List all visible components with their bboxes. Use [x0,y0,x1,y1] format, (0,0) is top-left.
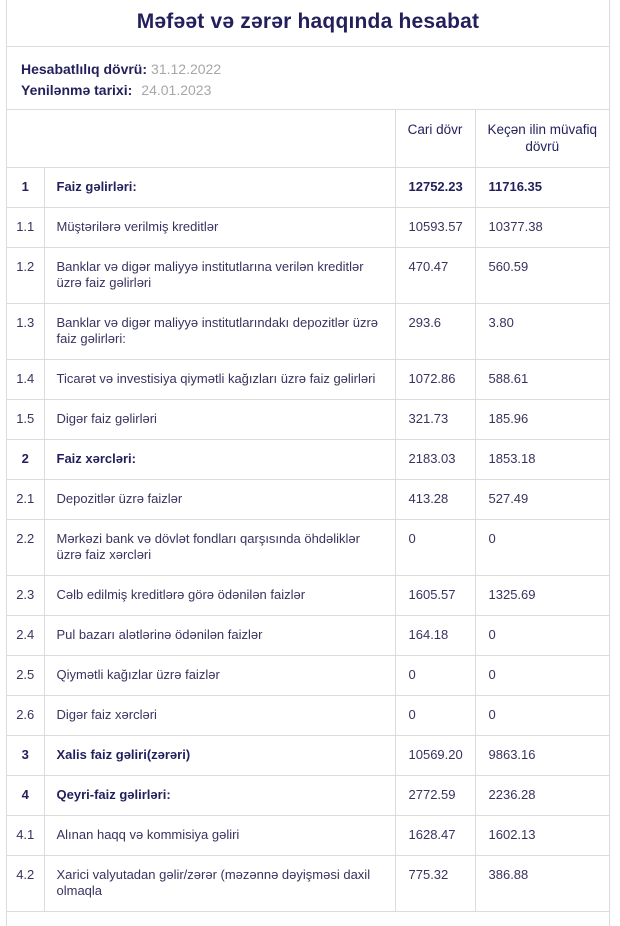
row-label: Cəlb edilmiş kreditlərə görə ödənilən faizlər [44,576,395,616]
report-table-body [7,168,609,912]
row-number: 4.1 [7,816,44,856]
row-current-value: 0 [395,520,475,576]
row-number: 1.3 [7,304,44,360]
row-previous-value: 185.96 [475,400,609,440]
row-number: 2.6 [7,696,44,736]
row-label: Banklar və digər maliyyə institutlarındakı depozitlər üzrə faiz gəlirləri: [44,304,395,360]
row-previous-value: 0 [475,696,609,736]
row-current-value: 2772.59 [395,776,475,816]
row-label: Xarici valyutadan gəlir/zərər (məzənnə dəyişməsi daxil olmaqla [44,856,395,912]
row-current-value: 470.47 [395,248,475,304]
table-row [7,856,609,912]
header-row [7,110,609,168]
row-label: Depozitlər üzrə faizlər [44,480,395,520]
row-previous-value: 2236.28 [475,776,609,816]
row-current-value: 12752.23 [395,168,475,208]
row-number: 1 [7,168,44,208]
meta-period-line [21,59,595,80]
row-label: Xalis faiz gəliri(zərəri) [44,736,395,776]
meta-updated-label: Yenilənmə tarixi: [21,82,133,98]
table-row [7,656,609,696]
row-number: 2.3 [7,576,44,616]
table-row [7,816,609,856]
row-label: Banklar və digər maliyyə institutlarına verilən kreditlər üzrə faiz gəlirləri [44,248,395,304]
row-previous-value: 10377.38 [475,208,609,248]
row-previous-value: 0 [475,520,609,576]
row-label: Qiymətli kağızlar üzrə faizlər [44,656,395,696]
row-label: Faiz gəlirləri: [44,168,395,208]
row-label: Pul bazarı alətlərinə ödənilən faizlər [44,616,395,656]
row-label: Qeyri-faiz gəlirləri: [44,776,395,816]
row-previous-value: 1853.18 [475,440,609,480]
table-row [7,168,609,208]
report-title-section [7,0,609,47]
row-previous-value: 386.88 [475,856,609,912]
row-number: 1.2 [7,248,44,304]
row-current-value: 293.6 [395,304,475,360]
row-number: 4.2 [7,856,44,912]
row-previous-value: 11716.35 [475,168,609,208]
col-header-previous: Keçən ilin müvafiq dövrü [475,110,609,168]
row-label: Digər faiz gəlirləri [44,400,395,440]
table-row [7,520,609,576]
row-current-value: 2183.03 [395,440,475,480]
row-label: Digər faiz xərcləri [44,696,395,736]
row-number: 1.4 [7,360,44,400]
table-row [7,480,609,520]
row-previous-value: 1602.13 [475,816,609,856]
row-number: 1.1 [7,208,44,248]
row-current-value: 321.73 [395,400,475,440]
row-previous-value: 560.59 [475,248,609,304]
row-current-value: 0 [395,696,475,736]
table-row [7,400,609,440]
row-number: 2.2 [7,520,44,576]
row-current-value: 10593.57 [395,208,475,248]
table-row [7,248,609,304]
table-row [7,736,609,776]
row-current-value: 1628.47 [395,816,475,856]
table-row [7,360,609,400]
row-current-value: 164.18 [395,616,475,656]
col-header-current: Cari dövr [395,110,475,168]
row-current-value: 775.32 [395,856,475,912]
report-meta [7,47,609,110]
row-previous-value: 588.61 [475,360,609,400]
row-label: Müştərilərə verilmiş kreditlər [44,208,395,248]
table-row [7,696,609,736]
row-previous-value: 0 [475,616,609,656]
meta-period-value: 31.12.2022 [151,61,222,77]
row-label: Faiz xərcləri: [44,440,395,480]
row-number: 2.5 [7,656,44,696]
table-row [7,304,609,360]
row-previous-value: 9863.16 [475,736,609,776]
row-current-value: 10569.20 [395,736,475,776]
row-number: 2.1 [7,480,44,520]
row-previous-value: 3.80 [475,304,609,360]
report-card [6,0,610,926]
table-row [7,776,609,816]
table-row [7,576,609,616]
col-header-empty [7,110,395,168]
row-number: 2 [7,440,44,480]
row-previous-value: 0 [475,656,609,696]
row-label: Mərkəzi bank və dövlət fondları qarşısında öhdəliklər üzrə faiz xərcləri [44,520,395,576]
row-number: 2.4 [7,616,44,656]
report-table-head [7,110,609,168]
row-number: 4 [7,776,44,816]
page-title: Məfəət və zərər haqqında hesabat [136,10,480,33]
row-previous-value: 1325.69 [475,576,609,616]
meta-updated-value: 24.01.2023 [141,82,212,98]
meta-updated-line [21,80,595,101]
table-row [7,440,609,480]
meta-period-label: Hesabatlılıq dövrü: [21,61,148,77]
row-current-value: 0 [395,656,475,696]
row-current-value: 413.28 [395,480,475,520]
row-label: Alınan haqq və kommisiya gəliri [44,816,395,856]
row-label: Ticarət və investisiya qiymətli kağızları üzrə faiz gəlirləri [44,360,395,400]
row-current-value: 1605.57 [395,576,475,616]
table-row [7,616,609,656]
row-current-value: 1072.86 [395,360,475,400]
report-table [7,110,609,912]
table-row [7,208,609,248]
row-number: 1.5 [7,400,44,440]
row-previous-value: 527.49 [475,480,609,520]
row-number: 3 [7,736,44,776]
